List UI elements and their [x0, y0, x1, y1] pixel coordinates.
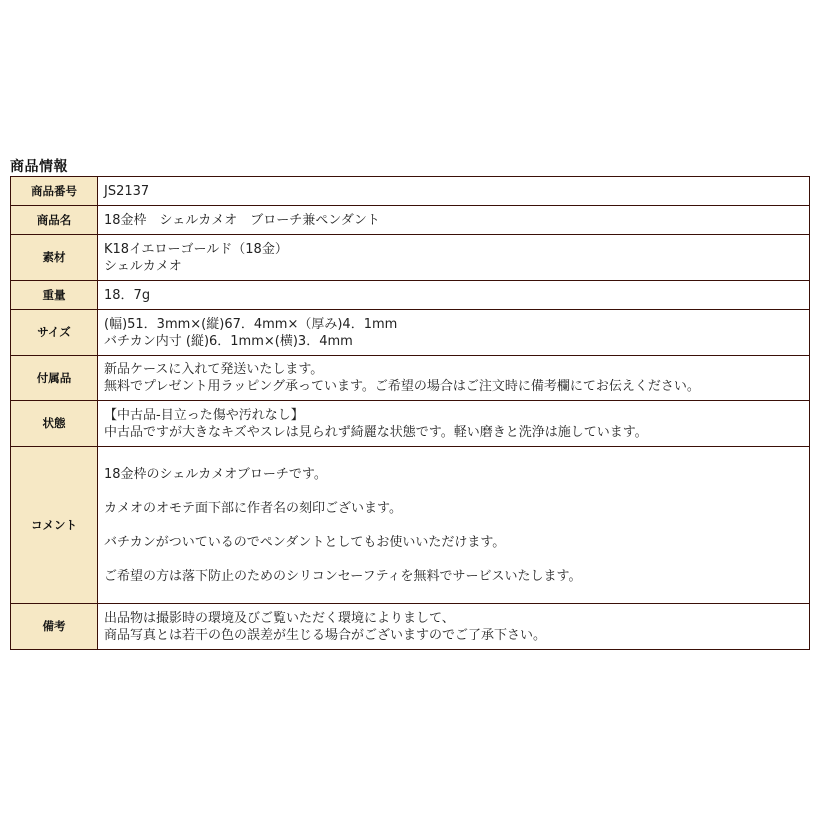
- label-product-number: 商品番号: [11, 177, 98, 206]
- value-line: 【中古品-目立った傷や汚れなし】: [104, 407, 304, 423]
- label-remarks: 備考: [11, 604, 98, 650]
- value-line: 新品ケースに入れて発送いたします。: [104, 362, 324, 377]
- value-line: カメオのオモテ面下部に作者名の刻印ございます。: [104, 500, 402, 516]
- value-line: (幅)51．3mm×(縦)67．4mm×（厚み)4．1mm: [104, 316, 398, 332]
- label-material: 素材: [11, 235, 98, 281]
- value-accessories: [98, 356, 810, 401]
- value-condition: [98, 401, 810, 447]
- value-line: 商品写真とは若干の色の誤差が生じる場合がございますのでご了承下さい。: [104, 627, 547, 643]
- label-size: サイズ: [11, 310, 98, 356]
- row-material: [11, 235, 810, 281]
- value-remarks: [98, 604, 810, 650]
- product-info-table: [10, 176, 810, 650]
- label-condition: 状態: [11, 401, 98, 447]
- label-accessories: 付属品: [11, 356, 98, 401]
- value-line: ご希望の方は落下防止のためのシリコンセーフティを無料でサービスいたします。: [104, 568, 582, 584]
- value-line: 中古品ですが大きなキズやスレは見られず綺麗な状態です。軽い磨きと洗浄は施しています。: [104, 424, 648, 440]
- value-size: [98, 310, 810, 356]
- row-comment: [11, 447, 810, 604]
- label-comment: コメント: [11, 447, 98, 604]
- row-product-number: [11, 177, 810, 206]
- row-remarks: [11, 604, 810, 650]
- value-line: 18金枠 シェルカメオ ブローチ兼ペンダント: [104, 212, 380, 228]
- value-line: 18金枠のシェルカメオブローチです。: [104, 466, 327, 482]
- value-line: シェルカメオ: [104, 258, 182, 274]
- section-title: 商品情報: [10, 159, 68, 175]
- value-comment: [98, 447, 810, 604]
- value-product-name: [98, 206, 810, 235]
- value-material: [98, 235, 810, 281]
- value-product-number: [98, 177, 810, 206]
- row-product-name: [11, 206, 810, 235]
- value-weight: [98, 281, 810, 310]
- label-weight: 重量: [11, 281, 98, 310]
- row-condition: [11, 401, 810, 447]
- value-line: JS2137: [104, 183, 150, 199]
- value-line: 出品物は撮影時の環境及びご覧いただく環境によりまして、: [104, 610, 455, 626]
- label-product-name: 商品名: [11, 206, 98, 235]
- row-size: [11, 310, 810, 356]
- value-line: 無料でプレゼント用ラッピング承っています。ご希望の場合はご注文時に備考欄にてお伝えください。: [104, 379, 700, 394]
- value-line: バチカンがついているのでペンダントとしてもお使いいただけます。: [104, 534, 506, 550]
- row-weight: [11, 281, 810, 310]
- row-accessories: [11, 356, 810, 401]
- value-line: K18イエローゴールド（18金）: [104, 241, 288, 257]
- value-line: バチカン内寸 (縦)6．1mm×(横)3．4mm: [104, 333, 353, 349]
- value-line: 18．7g: [104, 287, 151, 303]
